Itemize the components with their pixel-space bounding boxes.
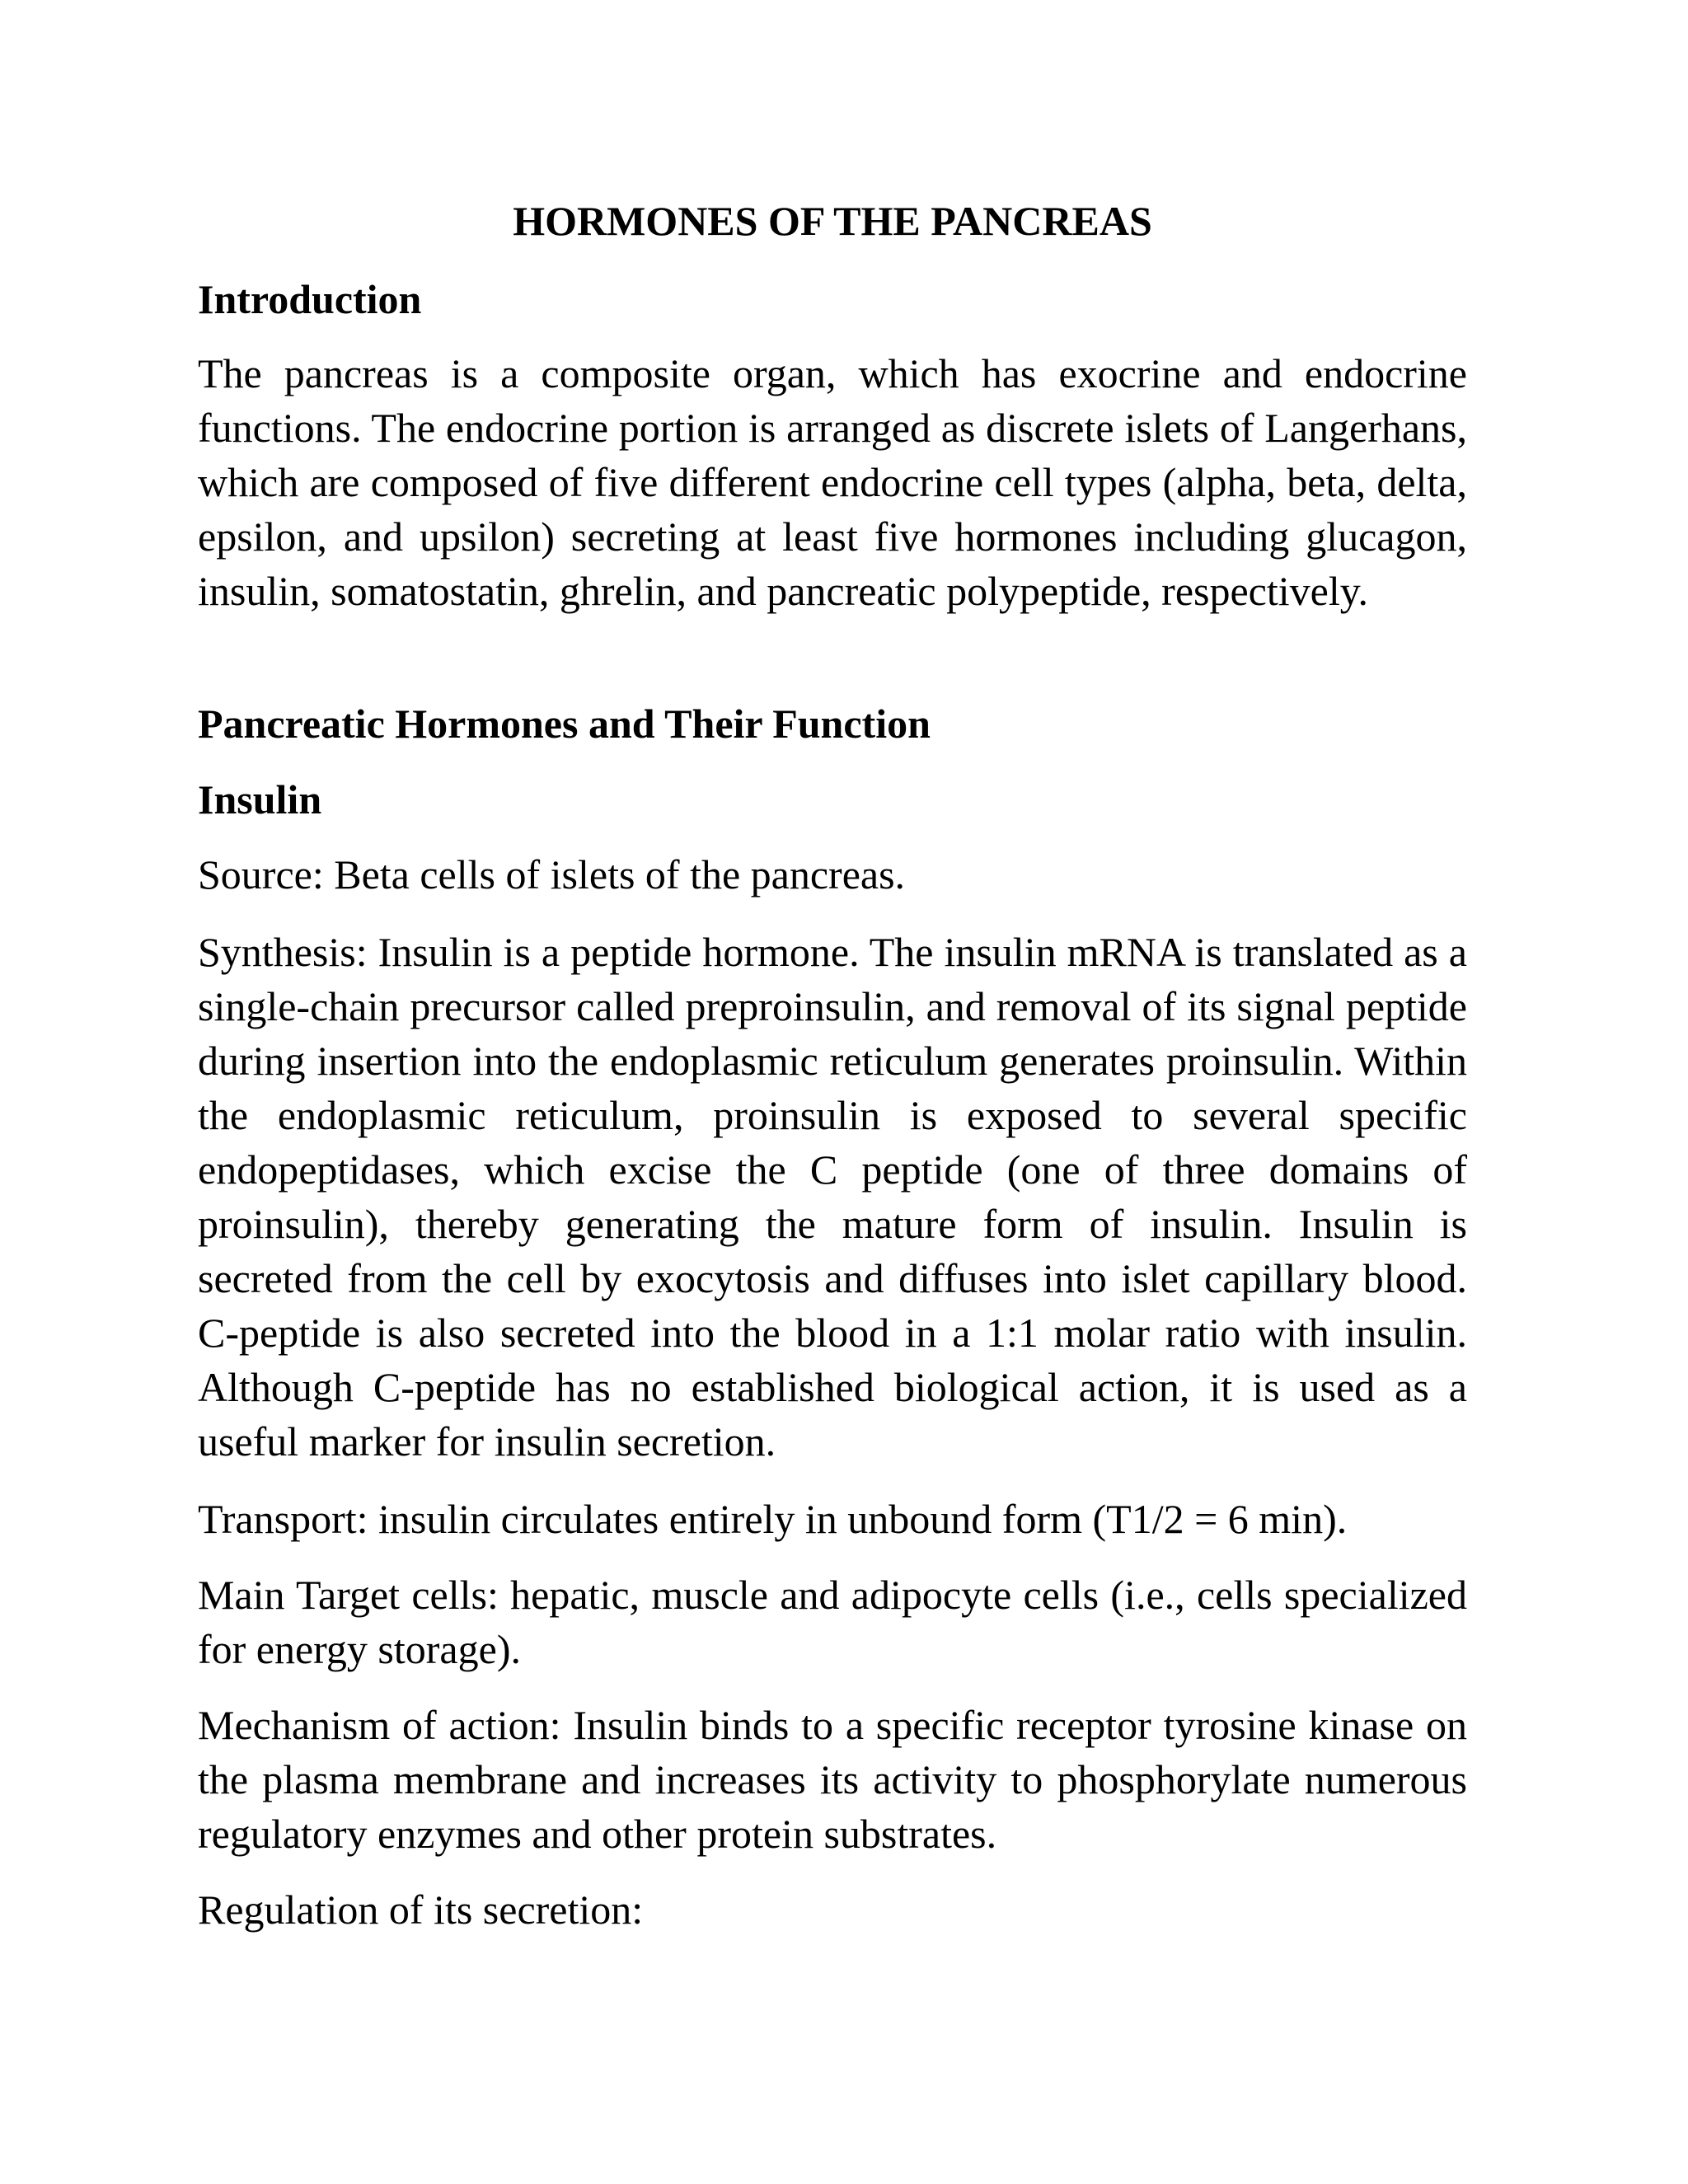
insulin-mechanism: Mechanism of action: Insulin binds to a specific receptor tyrosine kinase on the plasma membrane and increases its activity to phosphorylate numerous regulatory enzymes and other protein substrates. bbox=[198, 1702, 1467, 1857]
introduction-heading: Introduction bbox=[198, 276, 422, 322]
insulin-source: Source: Beta cells of islets of the pancreas. bbox=[198, 851, 906, 898]
insulin-transport: Transport: insulin circulates entirely in unbound form (T1/2 = 6 min). bbox=[198, 1496, 1348, 1542]
introduction-paragraph: The pancreas is a composite organ, which has exocrine and endocrine functions. The endocrine portion is arranged as discrete islets of Langerhans, which are composed of five different endocrine cell types (alpha, beta, delta, epsilon, and upsilon) secreting at least five hormones including glucagon, insulin, somatostatin, ghrelin, and pancreatic polypeptide, respectively. bbox=[198, 350, 1467, 614]
insulin-target-cells: Main Target cells: hepatic, muscle and adipocyte cells (i.e., cells specialized for energy storage). bbox=[198, 1572, 1467, 1672]
insulin-synthesis: Synthesis: Insulin is a peptide hormone. The insulin mRNA is translated as a single-chain precursor called preproinsulin, and removal of its signal peptide during insertion into the endoplasmic reticulum generates proinsulin. Within the endoplasmic reticulum, proinsulin is exposed to several specific endopeptidases, which excise the C peptide (one of three domains of proinsulin), thereby generating the mature form of insulin. Insulin is secreted from the cell by exocytosis and diffuses into islet capillary blood. C-peptide is also secreted into the blood in a 1:1 molar ratio with insulin. Although C-peptide has no established biological action, it is used as a useful marker for insulin secretion. bbox=[198, 929, 1467, 1465]
hormones-section-heading: Pancreatic Hormones and Their Function bbox=[198, 701, 931, 747]
insulin-regulation: Regulation of its secretion: bbox=[198, 1886, 644, 1933]
page-title: HORMONES OF THE PANCREAS bbox=[513, 198, 1152, 244]
insulin-heading: Insulin bbox=[198, 776, 322, 823]
